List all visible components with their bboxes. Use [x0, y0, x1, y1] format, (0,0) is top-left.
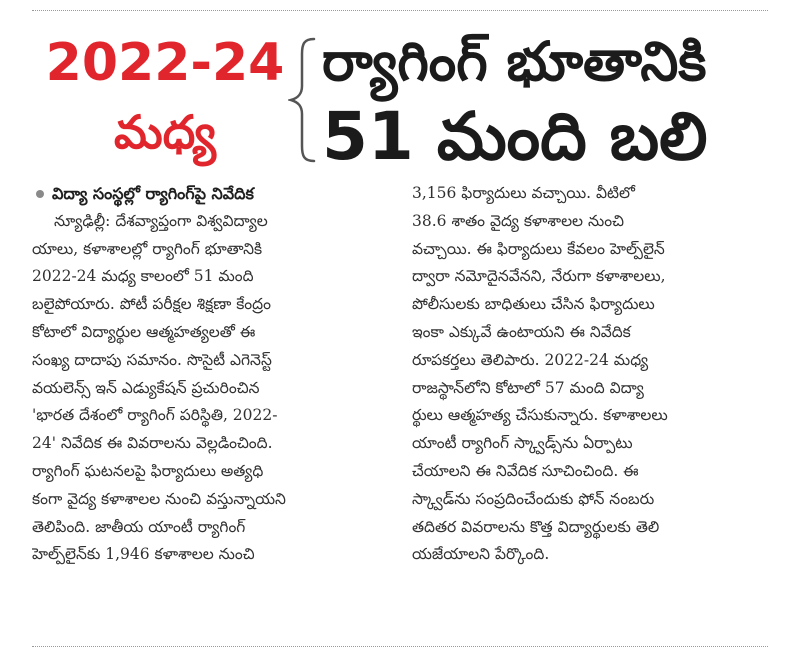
- kicker-word: మధ్య: [114, 105, 216, 159]
- paragraph-line: ఇంకా ఎక్కువే ఉంటాయని ఈ నివేదిక: [412, 322, 631, 341]
- paragraph-line: రూపకర్తలు తెలిపారు. 2022-24 మధ్య: [412, 350, 649, 369]
- paragraph-line: వయలెన్స్ ఇన్ ఎడ్యుకేషన్ ప్రచురించిన: [32, 378, 260, 397]
- paragraph-line: యజేయాలని పేర్కొంది.: [412, 545, 550, 564]
- article-column-right: [412, 180, 768, 569]
- headline-line-1: ర్యాగింగ్ భూతానికి: [322, 30, 707, 93]
- paragraph-line: పోలీసులకు బాధితులు చేసిన ఫిర్యాదులు: [412, 295, 655, 314]
- paragraph-line: ర్యాగింగ్ ఘటనలపై ఫిర్యాదులు అత్యధి: [32, 461, 264, 480]
- paragraph-line: న్యూఢిల్లీ: దేశవ్యాప్తంగా విశ్వవిద్యాల: [54, 211, 268, 230]
- paragraph-line: హెల్ప్‌లైన్‌కు 1,946 కళాశాలల నుంచి: [32, 545, 255, 564]
- paragraph-line: రాజస్థాన్‌లోని కోటాలో 57 మంది విద్యా: [412, 378, 644, 397]
- kicker-year: 2022-24: [45, 33, 285, 93]
- paragraph-line: 24' నివేదిక ఈ వివరాలను వెల్లడించింది.: [32, 434, 273, 453]
- paragraph-line: కోటాలో విద్యార్థుల ఆత్మహత్యలతో ఈ: [32, 322, 256, 341]
- bottom-rule: [32, 646, 768, 647]
- paragraph-line: 2022-24 మధ్య కాలంలో 51 మంది: [32, 267, 254, 286]
- paragraph-line: తదితర వివరాలను కొత్త విద్యార్థులకు తెలి: [412, 517, 660, 536]
- article-body: [32, 180, 768, 640]
- paragraph-line: 3,156 ఫిర్యాదులు వచ్చాయి. వీటిలో: [412, 184, 635, 202]
- paragraph-line: కంగా వైద్య కళాశాలల నుంచి వస్తున్నాయని: [32, 489, 286, 508]
- paragraph-line: ద్వారా నమోదైనవేనని, నేరుగా కళాశాలలు,: [412, 267, 666, 286]
- paragraph-line: సంఖ్య దాదాపు సమానం. సొసైటీ ఎగెనెస్ట్: [32, 350, 272, 369]
- bullet-icon: [36, 190, 44, 198]
- paragraph-line: స్క్వాడ్‌ను సంప్రదించేందుకు ఫోన్ నంబరు: [412, 489, 655, 508]
- curly-brace-icon: [288, 36, 318, 164]
- article-column-left: [32, 180, 388, 569]
- headline-line-2: 51 మంది బలి: [322, 98, 708, 175]
- subhead-text: విద్యా సంస్థల్లో ర్యాగింగ్‌పై నివేదిక: [52, 184, 254, 203]
- paragraph-line: యాలు, కళాశాలల్లో ర్యాగింగ్ భూతానికి: [32, 239, 263, 258]
- paragraph-line: యాంటీ ర్యాగింగ్ స్క్వాడ్స్‌ను ఏర్పాటు: [412, 434, 633, 453]
- paragraph-line: 'భారత దేశంలో ర్యాగింగ్ పరిస్థితి, 2022-: [32, 406, 278, 425]
- paragraph-line: చేయాలని ఈ నివేదిక సూచించింది. ఈ: [412, 461, 639, 480]
- paragraph-line: ర్థులు ఆత్మహత్య చేసుకున్నారు. కళాశాలలు: [412, 406, 668, 425]
- paragraph-line: తెలిపింది. జాతీయ యాంటీ ర్యాగింగ్: [32, 517, 246, 536]
- headline-block: [32, 22, 768, 175]
- paragraph-line: వచ్చాయి. ఈ ఫిర్యాదులు కేవలం హెల్ప్‌లైన్: [412, 239, 665, 258]
- paragraph-line: బలైపోయారు. పోటీ పరీక్షల శిక్షణా కేంద్రం: [32, 295, 271, 314]
- top-rule: [32, 10, 768, 11]
- article-subhead: [32, 180, 388, 208]
- paragraph-line: 38.6 శాతం వైద్య కళాశాలల నుంచి: [412, 211, 624, 230]
